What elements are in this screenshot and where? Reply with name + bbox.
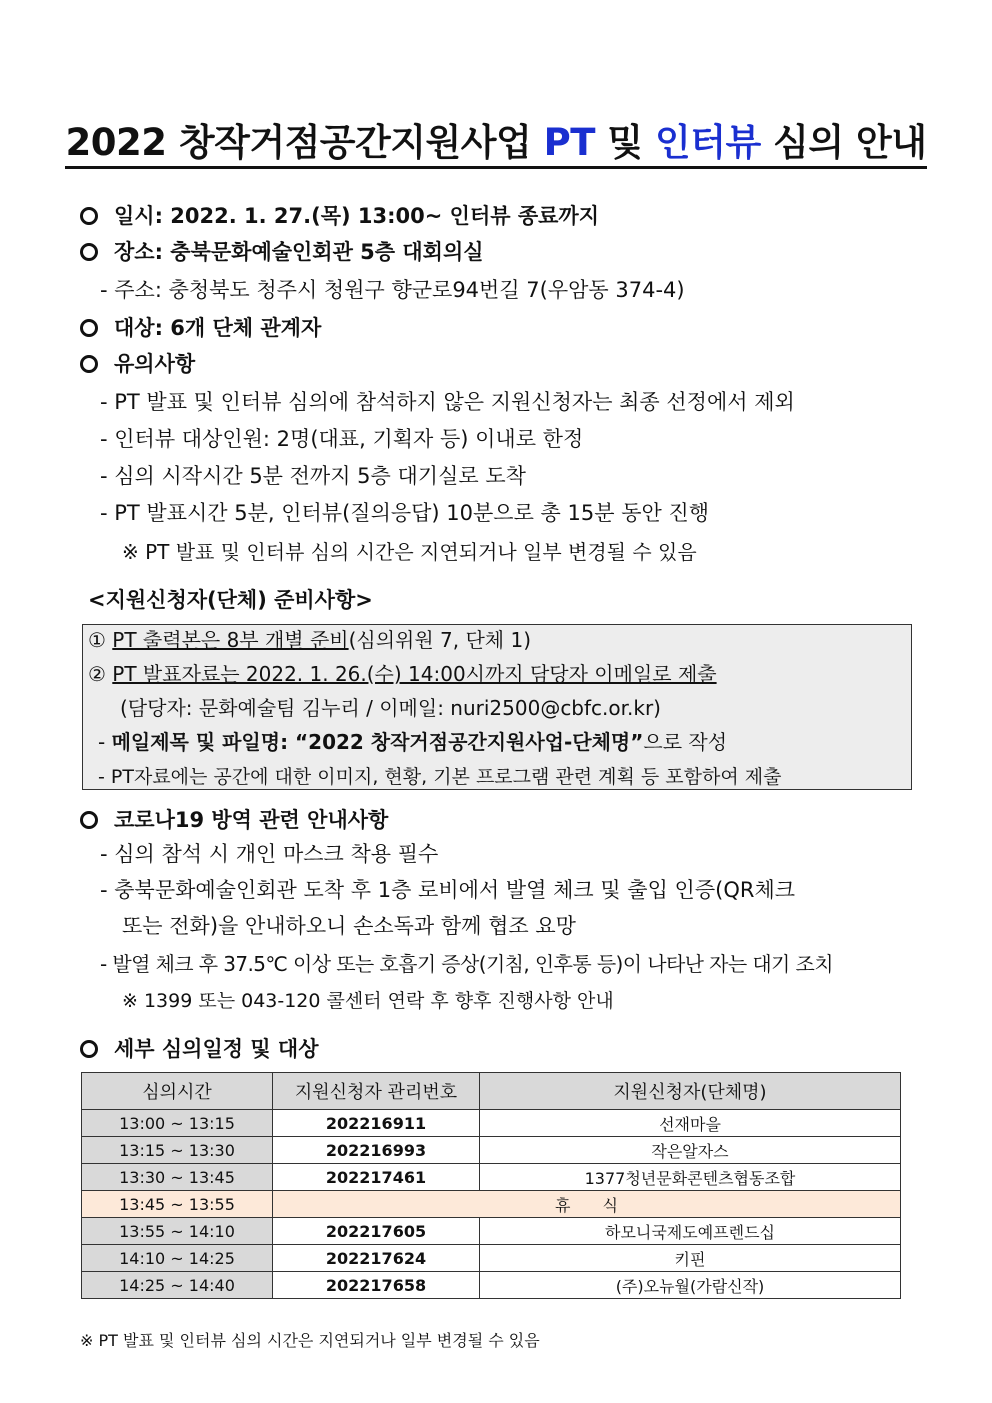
prep-line-2 <box>88 658 717 687</box>
footnote: ※ PT 발표 및 인터뷰 심의 시간은 지연되거나 일부 변경될 수 있음 <box>80 1331 540 1350</box>
covid-note: ※ 1399 또는 043-120 콜센터 연락 후 향후 진행사항 안내 <box>122 990 614 1012</box>
address-line: - 주소: 충청북도 청주시 청원구 향군로94번길 7(우암동 374-4) <box>100 278 685 302</box>
cell-number: 202217624 <box>273 1245 480 1272</box>
place-label: 장소: <box>114 240 163 264</box>
cell-time: 13:45 ~ 13:55 <box>82 1191 273 1218</box>
cell-number: 202217461 <box>273 1164 480 1191</box>
target-value: 6개 단체 관계자 <box>162 316 322 340</box>
title-interview: 인터뷰 <box>655 121 761 164</box>
table-row <box>82 1137 901 1164</box>
cell-name: 1377청년문화콘텐츠협동조합 <box>480 1164 901 1191</box>
notice-item: - PT 발표시간 5분, 인터뷰(질의응답) 10분으로 총 15분 동안 진행 <box>100 501 710 525</box>
notice-item: - 인터뷰 대상인원: 2명(대표, 기획자 등) 이내로 한정 <box>100 427 584 451</box>
notice-label: 유의사항 <box>114 352 196 376</box>
place-value: 충북문화예술인회관 5층 대회의실 <box>162 240 484 264</box>
covid-item: - 심의 참석 시 개인 마스크 착용 필수 <box>100 842 439 866</box>
covid-item: - 충북문화예술인회관 도착 후 1층 로비에서 발열 체크 및 출입 인증(QR체크 <box>100 878 796 902</box>
cell-number: 202217605 <box>273 1218 480 1245</box>
cell-name: 키핀 <box>480 1245 901 1272</box>
cell-time: 13:30 ~ 13:45 <box>82 1164 273 1191</box>
cell-break-label: 휴 식 <box>273 1191 901 1218</box>
circle-bullet-icon <box>80 207 98 225</box>
circle-bullet-icon <box>80 1040 98 1058</box>
circle-bullet-icon <box>80 811 98 829</box>
table-row-break <box>82 1191 901 1218</box>
prep-line-2-underlined: PT 발표자료는 2022. 1. 26.(수) 14:00시까지 담당자 이메일로 제출 <box>112 662 717 686</box>
cell-time: 14:10 ~ 14:25 <box>82 1245 273 1272</box>
notice-heading <box>80 348 195 378</box>
table-row <box>82 1218 901 1245</box>
covid-item: - 발열 체크 후 37.5℃ 이상 또는 호흡기 증상(기침, 인후통 등)이 나타난 자는 대기 조치 <box>100 952 833 976</box>
notice-note: ※ PT 발표 및 인터뷰 심의 시간은 지연되거나 일부 변경될 수 있음 <box>122 540 697 564</box>
cell-number: 202216993 <box>273 1137 480 1164</box>
table-row <box>82 1110 901 1137</box>
covid-heading-label: 코로나19 방역 관련 안내사항 <box>114 808 389 832</box>
cell-number: 202216911 <box>273 1110 480 1137</box>
title-part1: 2022 창작거점공간지원사업 <box>65 121 544 164</box>
cell-number: 202217658 <box>273 1272 480 1299</box>
circle-bullet-icon <box>80 355 98 373</box>
table-header-row <box>82 1073 901 1110</box>
date-value: 2022. 1. 27.(목) 13:00~ 인터뷰 종료까지 <box>162 204 599 228</box>
schedule-table <box>81 1072 901 1299</box>
place-line <box>80 236 484 266</box>
date-label: 일시: <box>114 204 163 228</box>
page-title <box>0 112 992 166</box>
prep-line-4 <box>98 726 727 755</box>
cell-time: 13:55 ~ 14:10 <box>82 1218 273 1245</box>
prep-line-5: - PT자료에는 공간에 대한 이미지, 현황, 기본 프로그램 관련 계획 등 포함하여 제출 <box>98 766 782 788</box>
cell-name: (주)오뉴월(가람신작) <box>480 1272 901 1299</box>
circled-one-icon: ① <box>88 628 106 652</box>
cell-time: 14:25 ~ 14:40 <box>82 1272 273 1299</box>
prep-line-3: (담당자: 문화예술팀 김누리 / 이메일: nuri2500@cbfc.or.kr) <box>120 696 661 720</box>
date-line <box>80 200 599 230</box>
cell-time: 13:00 ~ 13:15 <box>82 1110 273 1137</box>
notice-item: - 심의 시작시간 5분 전까지 5층 대기실로 도착 <box>100 464 526 488</box>
prep-line-4-bold: 메일제목 및 파일명: “2022 창작거점공간지원사업-단체명” <box>111 730 644 754</box>
table-row <box>82 1272 901 1299</box>
cell-name: 하모니국제도예프렌드십 <box>480 1218 901 1245</box>
cell-name: 선재마을 <box>480 1110 901 1137</box>
notice-item: - PT 발표 및 인터뷰 심의에 참석하지 않은 지원신청자는 최종 선정에서 제외 <box>100 390 795 414</box>
covid-heading <box>80 804 388 834</box>
prep-line-1 <box>88 624 531 653</box>
circled-two-icon: ② <box>88 662 106 686</box>
cell-time: 13:15 ~ 13:30 <box>82 1137 273 1164</box>
schedule-heading-label: 세부 심의일정 및 대상 <box>114 1037 319 1061</box>
circle-bullet-icon <box>80 319 98 337</box>
title-pt: PT <box>543 121 596 164</box>
title-and: 및 <box>595 121 656 164</box>
header-name: 지원신청자(단체명) <box>480 1073 901 1110</box>
circle-bullet-icon <box>80 243 98 261</box>
header-time: 심의시간 <box>82 1073 273 1110</box>
cell-name: 작은알자스 <box>480 1137 901 1164</box>
prep-line-4-rest: 으로 작성 <box>643 730 728 754</box>
header-number: 지원신청자 관리번호 <box>273 1073 480 1110</box>
table-row <box>82 1164 901 1191</box>
prep-line-1-rest: (심의위원 7, 단체 1) <box>348 628 532 652</box>
target-line <box>80 312 321 342</box>
prep-line-4-dash: - <box>98 730 112 754</box>
title-part2: 심의 안내 <box>760 121 927 164</box>
covid-item: 또는 전화)을 안내하오니 손소독과 함께 협조 요망 <box>122 914 576 938</box>
schedule-heading <box>80 1033 319 1063</box>
table-row <box>82 1245 901 1272</box>
target-label: 대상: <box>114 316 163 340</box>
prep-heading: <지원신청자(단체) 준비사항> <box>88 588 373 612</box>
prep-line-1-underlined: PT 출력본은 8부 개별 준비 <box>112 628 349 652</box>
